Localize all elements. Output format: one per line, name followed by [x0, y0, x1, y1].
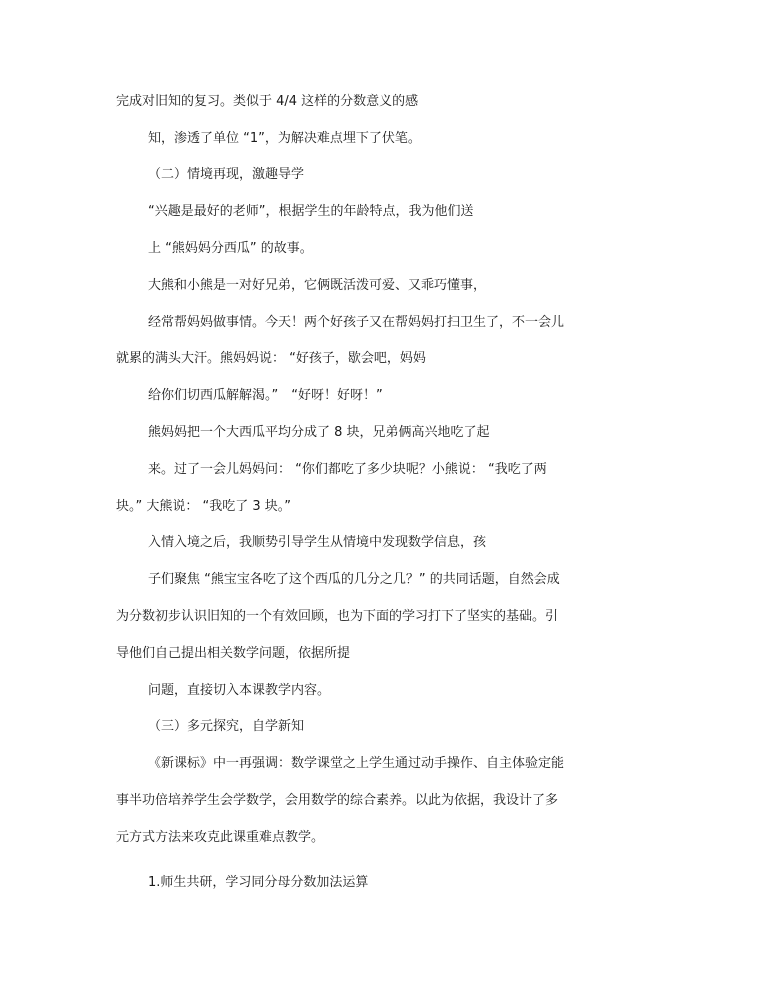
text-line: 导他们自己提出相关数学问题，依据所提 — [116, 646, 351, 661]
text-line: 块。” 大熊说： “我吃了 3 块。” — [116, 499, 292, 514]
text-line: 熊妈妈把一个大西瓜平均分成了 8 块，兄弟俩高兴地吃了起 — [148, 425, 490, 440]
text-line: 就累的满头大汗。熊妈妈说： “好孩子，歇会吧，妈妈 — [116, 351, 426, 366]
text-line: 给你们切西瓜解解渴。” “好呀！好呀！” — [148, 388, 383, 403]
text-line: 经常帮妈妈做事情。今天！两个好孩子又在帮妈妈打扫卫生了，不一会儿 — [148, 315, 565, 330]
text-line: 入情入境之后，我顺势引导学生从情境中发现数学信息，孩 — [148, 535, 487, 550]
text-line: 知，渗透了单位 “1”，为解决难点埋下了伏笔。 — [148, 131, 421, 146]
subsection-heading: 1.师生共研，学习同分母分数加法运算 — [148, 875, 369, 890]
section-heading: （二）情境再现，激趣导学 — [148, 167, 305, 182]
text-line: 子们聚焦 “熊宝宝各吃了这个西瓜的几分之几？” 的共同话题，自然会成 — [148, 572, 560, 587]
text-line: 《新课标》中一再强调：数学课堂之上学生通过动手操作、自主体验定能 — [148, 756, 565, 771]
text-line: 为分数初步认识旧知的一个有效回顾，也为下面的学习打下了坚实的基础。引 — [116, 609, 559, 624]
text-line: “兴趣是最好的老师”，根据学生的年龄特点，我为他们送 — [148, 204, 474, 219]
text-line: 大熊和小熊是一对好兄弟，它俩既活泼可爱、又乖巧懂事， — [148, 278, 487, 293]
section-heading: （三）多元探究，自学新知 — [148, 719, 305, 734]
text-line: 上 “熊妈妈分西瓜” 的故事。 — [148, 241, 313, 256]
text-line: 来。过了一会儿妈妈问： “你们都吃了多少块呢？小熊说： “我吃了两 — [148, 462, 547, 477]
text-line: 元方式方法来攻克此课重难点教学。 — [116, 830, 325, 845]
text-line: 事半功倍培养学生会学数学，会用数学的综合素养。以此为依据，我设计了多 — [116, 793, 559, 808]
text-line: 问题，直接切入本课教学内容。 — [148, 683, 331, 698]
text-line: 完成对旧知的复习。类似于 4/4 这样的分数意义的感 — [116, 94, 419, 109]
